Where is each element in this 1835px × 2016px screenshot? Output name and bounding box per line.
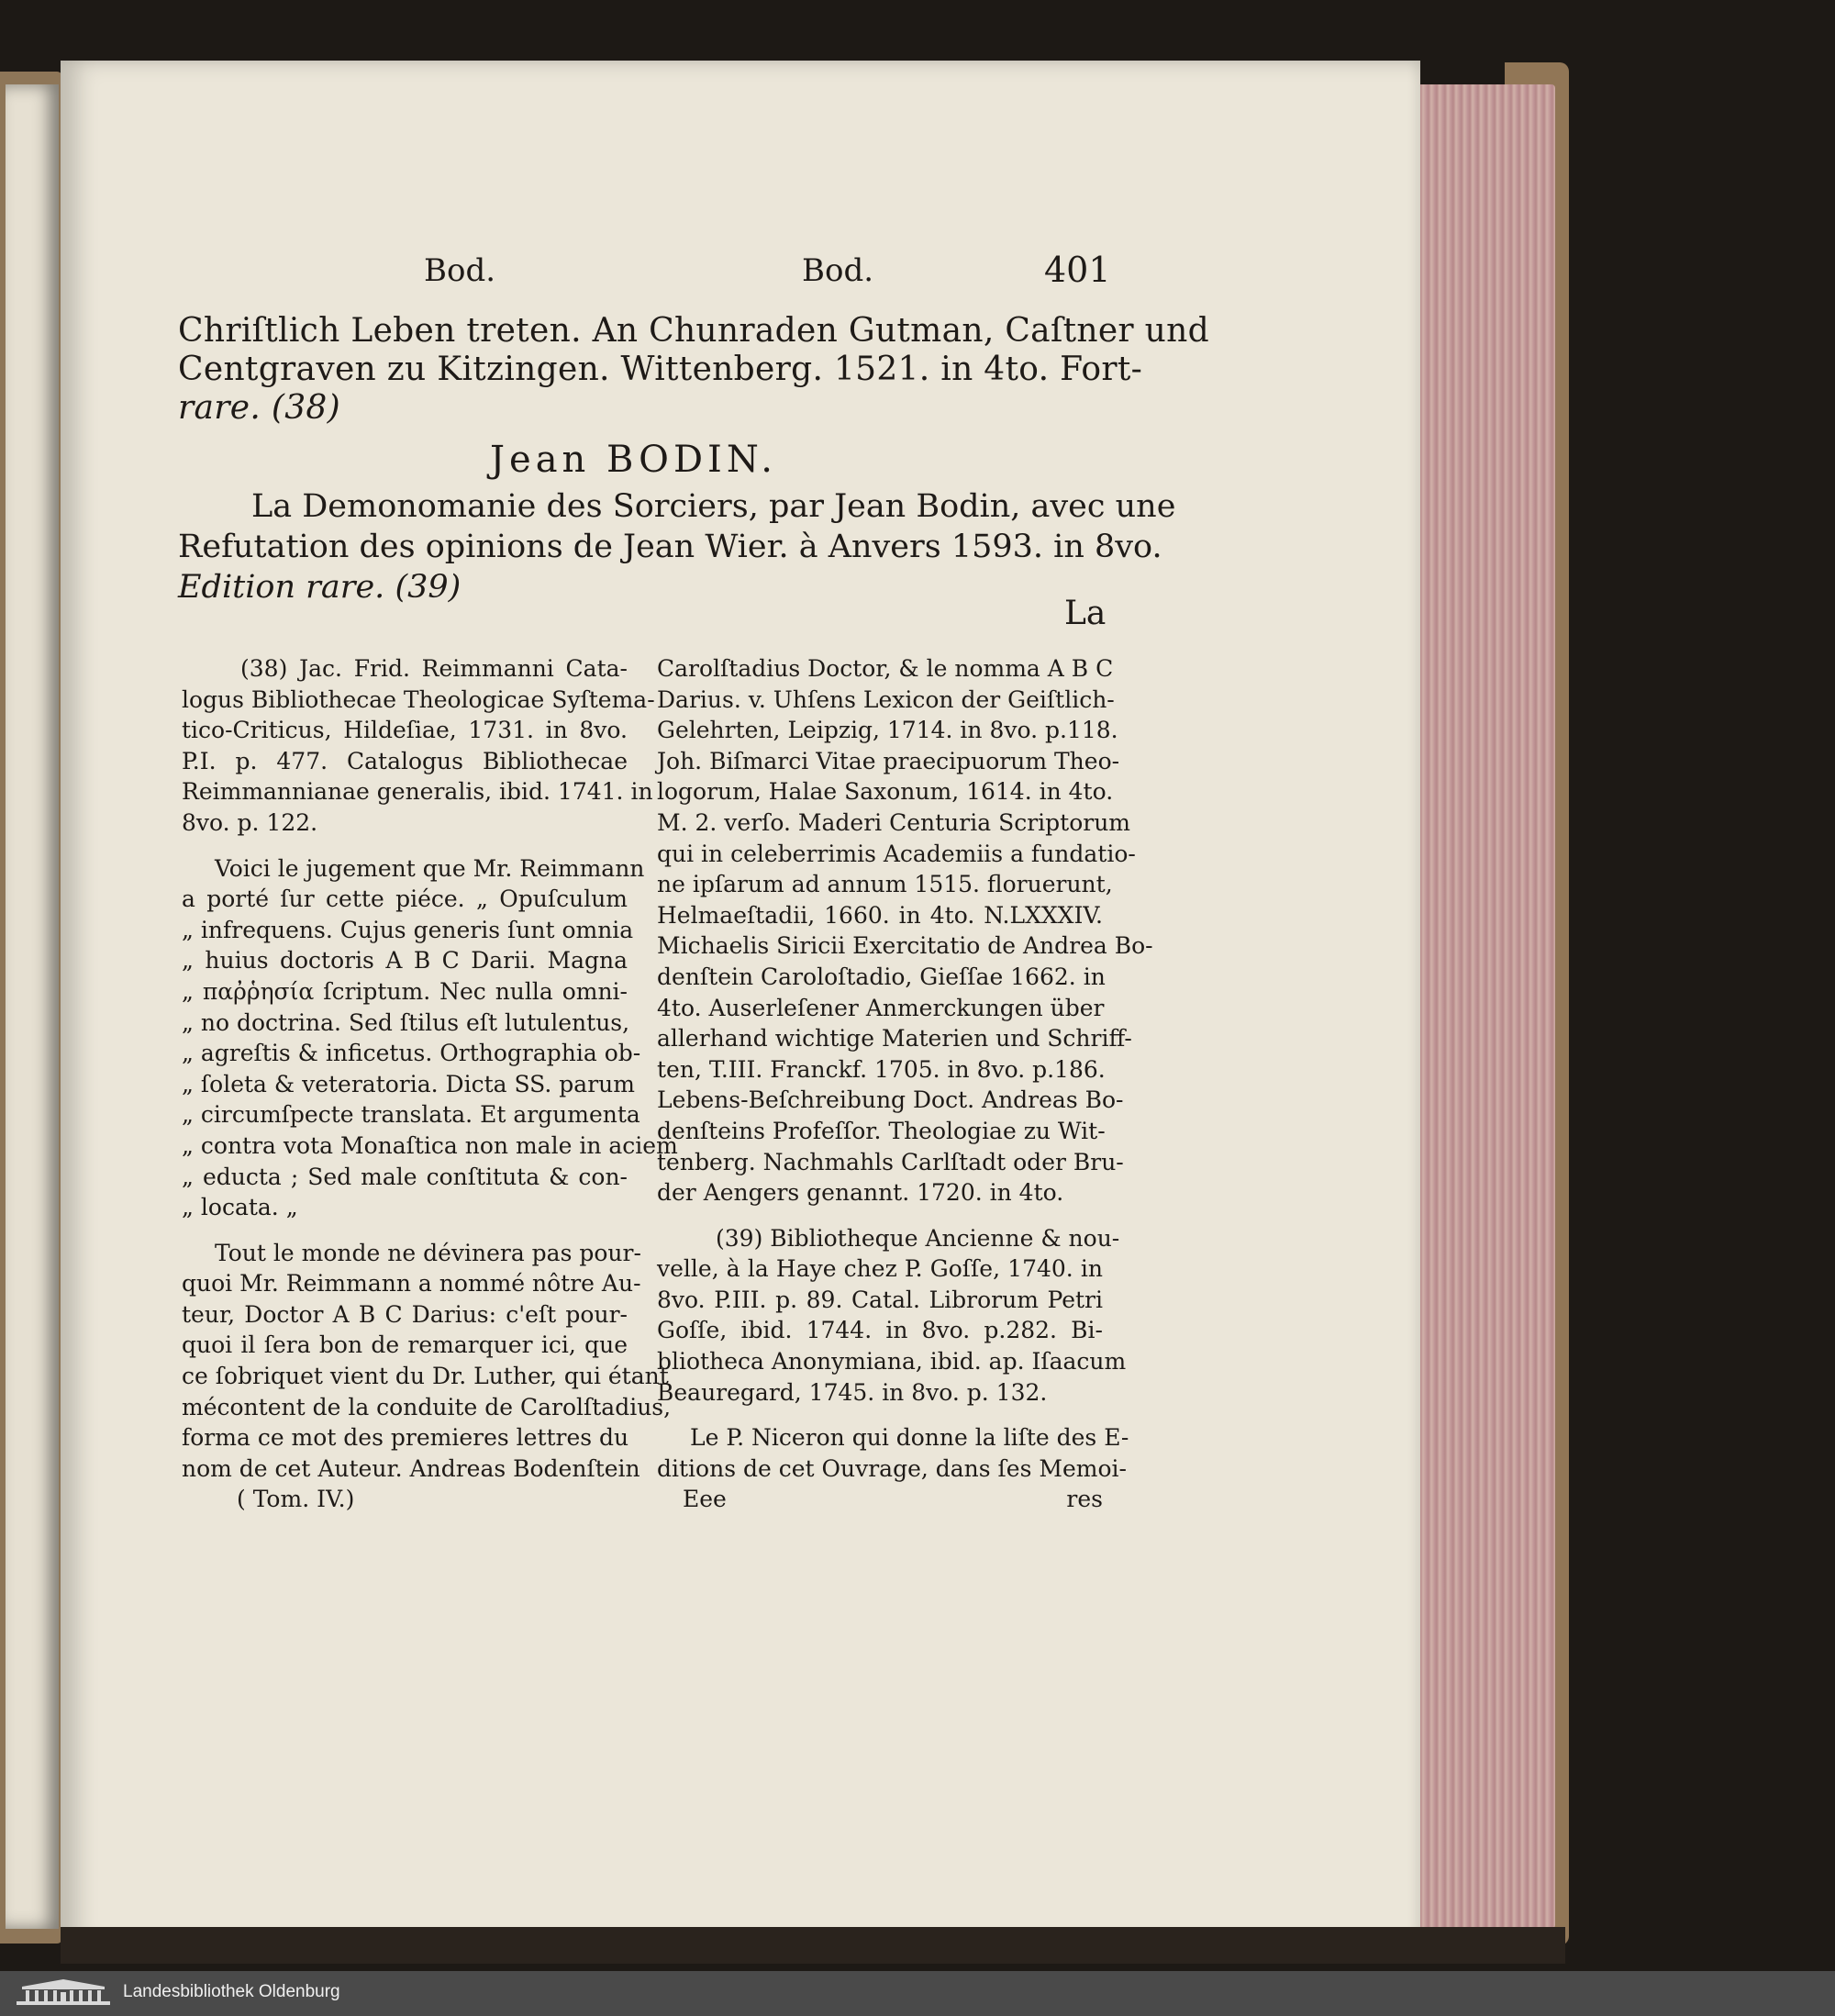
- footnote-line: „ παῤῥησία ſcriptum. Nec nulla omni-: [182, 977, 628, 1005]
- running-header-left: Bod.: [424, 252, 496, 289]
- footnote-line: „ educta ; Sed male conſtituta & con-: [182, 1163, 628, 1190]
- footnote-line: Le P. Niceron qui donne la liſte des E-: [690, 1424, 1129, 1452]
- text-line: La Demonomanie des Sorciers, par Jean Bodin, avec une: [251, 488, 1176, 525]
- footnote-line: Michaelis Siricii Exercitatio de Andrea Bo-: [657, 932, 1153, 960]
- footnote-line: Goſſe, ibid. 1744. in 8vo. p.282. Bi-: [657, 1317, 1103, 1344]
- footnote-line: Voici le jugement que Mr. Reimmann: [215, 854, 645, 882]
- text-line: Edition rare. (39): [178, 569, 462, 606]
- text-line: Chriſtlich Leben treten. An Chunraden Gutman, Caſtner und: [178, 312, 1209, 350]
- footnote-line: „ no doctrina. Sed ſtilus eſt lutulentus,: [182, 1008, 630, 1036]
- footnote-line: ditions de cet Ouvrage, dans ſes Memoi-: [657, 1454, 1127, 1482]
- footnote-line: quoi Mr. Reimmann a nommé nôtre Au-: [182, 1270, 641, 1298]
- footnote-line: „ ſoleta & veteratoria. Dicta SS. parum: [182, 1070, 635, 1097]
- footnote-line: logus Bibliothecae Theologicae Syſtema-: [182, 685, 655, 713]
- footnote-line: tenberg. Nachmahls Carlſtadt oder Bru-: [657, 1148, 1124, 1175]
- footnote-line: „ circumſpecte translata. Et argumenta: [182, 1101, 640, 1129]
- footnote-line: Tout le monde ne dévinera pas pour-: [215, 1239, 641, 1266]
- section-heading: Jean BODIN.: [490, 439, 777, 481]
- footnote-line: logorum, Halae Saxonum, 1614. in 4to.: [657, 778, 1114, 806]
- signature-mark: Eee: [683, 1486, 727, 1513]
- footnote-line: Carolſtadius Doctor, & le nomma A B C: [657, 655, 1114, 682]
- footnote-line: „ locata. „: [182, 1194, 298, 1221]
- volume-footer: ( Tom. IV.): [237, 1486, 355, 1513]
- footnote-line: forma ce mot des premieres lettres du: [182, 1424, 629, 1452]
- left-page-edge: [6, 84, 59, 1929]
- footnote-line: Joh. Biſmarci Vitae praecipuorum Theo-: [657, 747, 1120, 774]
- footnote-line: denſtein Caroloſtadio, Gieſſae 1662. in: [657, 963, 1106, 990]
- catchword-top: La: [1064, 595, 1107, 632]
- footnote-line: mécontent de la conduite de Carolſtadius,: [182, 1393, 672, 1420]
- footnote-line: Gelehrten, Leipzig, 1714. in 8vo. p.118.: [657, 717, 1118, 744]
- top-text-block: [178, 312, 1209, 428]
- footnote-line: allerhand wichtige Materien und Schriff-: [657, 1025, 1132, 1053]
- footnote-line: „ agreſtis & inficetus. Orthographia ob-: [182, 1040, 641, 1067]
- footnote-line: Helmaeſtadii, 1660. in 4to. N.LXXXIV.: [657, 901, 1103, 929]
- footnote-line: (38) Jac. Frid. Reimmanni Cata-: [240, 655, 628, 682]
- footnote-line: qui in celeberrimis Academiis a fundatio-: [657, 840, 1136, 867]
- footnote-line: 8vo. p. 122.: [182, 808, 318, 836]
- footnote-line: der Aengers genannt. 1720. in 4to.: [657, 1179, 1064, 1207]
- footnote-line: quoi il ſera bon de remarquer ici, que: [182, 1331, 628, 1359]
- library-building-icon: [13, 1977, 114, 2010]
- footnote-line: nom de cet Auteur. Andreas Bodenſtein: [182, 1454, 640, 1482]
- footnote-line: 8vo. P.III. p. 89. Catal. Librorum Petri: [657, 1286, 1103, 1313]
- entry-block: [178, 486, 1176, 607]
- footnote-line: ne ipſarum ad annum 1515. floruerunt,: [657, 871, 1113, 898]
- footnote-line: bliotheca Anonymiana, ibid. ap. Iſaacum: [657, 1348, 1127, 1376]
- footnote-line: Lebens-Beſchreibung Doct. Andreas Bo-: [657, 1086, 1124, 1114]
- footnote-line: (39) Bibliotheque Ancienne & nou-: [716, 1224, 1120, 1252]
- left-column: [182, 653, 678, 1515]
- footnote-line: M. 2. verſo. Maderi Centuria Scriptorum: [657, 808, 1131, 836]
- footnote-line: ce ſobriquet vient du Dr. Luther, qui étant: [182, 1363, 669, 1390]
- footer-label: Landesbibliothek Oldenburg: [123, 1982, 340, 2001]
- footnote-line: velle, à la Haye chez P. Goſſe, 1740. in: [657, 1255, 1103, 1283]
- footnote-line: ten, T.III. Franckf. 1705. in 8vo. p.186.: [657, 1055, 1106, 1083]
- footnote-line: tico-Criticus, Hildeſiae, 1731. in 8vo.: [182, 717, 628, 744]
- text-line: rare. (38): [178, 389, 340, 427]
- catchword-bottom: res: [1066, 1486, 1103, 1513]
- footnote-line: Darius. v. Uhſens Lexicon der Geiſtlich-: [657, 685, 1115, 713]
- footnote-line: denſteins Profeſſor. Theologiae zu Wit-: [657, 1117, 1106, 1144]
- right-column: [657, 653, 1153, 1515]
- running-header-center: Bod.: [802, 252, 874, 289]
- footnote-line: „ contra vota Monaſtica non male in aciem: [182, 1131, 678, 1159]
- page-number: 401: [1044, 250, 1111, 290]
- footnote-line: Beauregard, 1745. in 8vo. p. 132.: [657, 1378, 1048, 1406]
- footnote-line: Reimmannianae generalis, ibid. 1741. in: [182, 778, 653, 806]
- footnote-line: „ infrequens. Cujus generis ſunt omnia: [182, 916, 634, 943]
- footnote-line: „ huius doctoris A B C Darii. Magna: [182, 947, 628, 975]
- footnote-line: teur, Doctor A B C Darius: c'eſt pour-: [182, 1300, 628, 1328]
- text-line: Refutation des opinions de Jean Wier. à Anvers 1593. in 8vo.: [178, 529, 1162, 565]
- footnote-line: P.I. p. 477. Catalogus Bibliothecae: [182, 747, 628, 774]
- text-line: Centgraven zu Kitzingen. Wittenberg. 1521. in 4to. Fort-: [178, 351, 1143, 388]
- footnote-line: 4to. Auserleſener Anmerckungen über: [657, 994, 1105, 1021]
- page-bottom-shadow: [61, 1927, 1565, 1964]
- page-edges: [1418, 84, 1555, 1929]
- footnote-line: a porté ſur cette piéce. „ Opuſculum: [182, 885, 628, 913]
